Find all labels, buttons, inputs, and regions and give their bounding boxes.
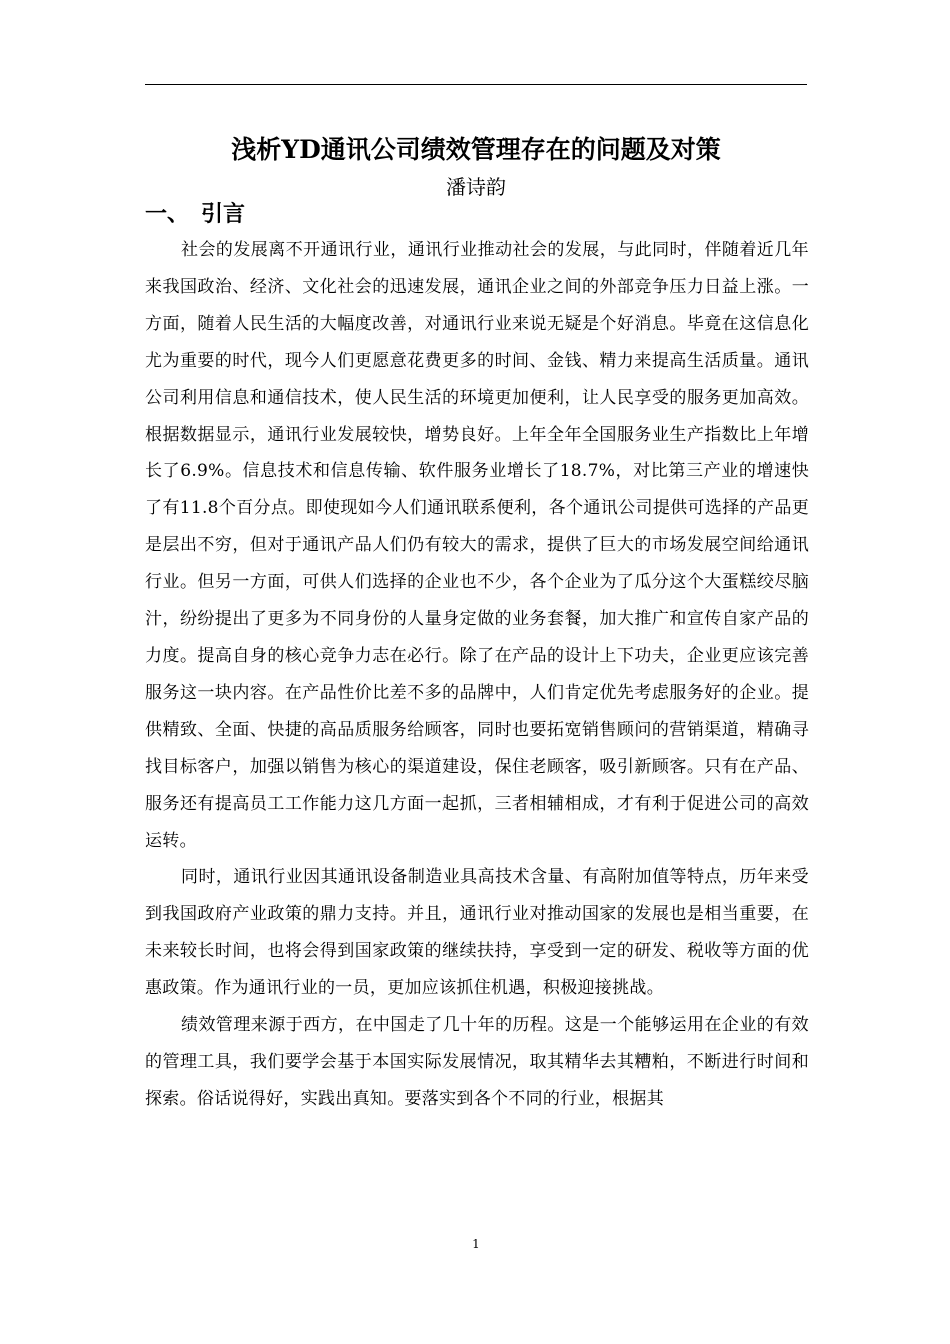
page-number: 1 [472,1237,480,1251]
paragraph-3: 绩效管理来源于西方，在中国走了几十年的历程。这是一个能够运用在企业的有效的管理工具，我们要学会基于本国实际发展情况，取其精华去其糟粕，不断进行时间和探索。俗话说得好，实践出真知。要落实到各个不同的行业，根据其 [145,1015,809,1109]
paragraph-2: 同时，通讯行业因其通讯设备制造业具高技术含量、有高附加值等特点，历年来受到我国政府产业政策的鼎力支持。并且，通讯行业对推动国家的发展也是相当重要，在未来较长时间，也将会得到国家政策的继续扶持，享受到一定的研发、税收等方面的优惠政策。作为通讯行业的一员，更加应该抓住机遇，积极迎接挑战。 [145,867,809,999]
section-title: 引言 [201,202,246,227]
section-heading [145,198,245,232]
body-text [145,232,809,1118]
section-number: 一、 [145,202,190,227]
header-rule [145,84,807,85]
document-title: 浅析YD通讯公司绩效管理存在的问题及对策 [231,135,721,164]
author-name: 潘诗韵 [446,175,506,199]
paragraph-1: 社会的发展离不开通讯行业，通讯行业推动社会的发展，与此同时，伴随着近几年来我国政治、经济、文化社会的迅速发展，通讯企业之间的外部竞争压力日益上涨。一方面，随着人民生活的大幅度改善，对通讯行业来说无疑是个好消息。毕竟在这信息化尤为重要的时代，现今人们更愿意花费更多的时间、金钱、精力来提高生活质量。通讯公司利用信息和通信技术，使人民生活的环境更加便利，让人民享受的服务更加高效。根据数据显示，通讯行业发展较快，增势良好。上年全年全国服务业生产指数比上年增长了6.9%。信息技术和信息传输、软件服务业增长了18.7%，对比第三产业的增速快了有11.8个百分点。即使现如今人们通讯联系便利，各个通讯公司提供可选择的产品更是层出不穷，但对于通讯产品人们仍有较大的需求，提供了巨大的市场发展空间给通讯行业。但另一方面，可供人们选择的企业也不少，各个企业为了瓜分这个大蛋糕绞尽脑汁，纷纷提出了更多为不同身份的人量身定做的业务套餐，加大推广和宣传自家产品的力度。提高自身的核心竞争力志在必行。除了在产品的设计上下功夫，企业更应该完善服务这一块内容。在产品性价比差不多的品牌中，人们肯定优先考虑服务好的企业。提供精致、全面、快捷的高品质服务给顾客，同时也要拓宽销售顾问的营销渠道，精确寻找目标客户，加强以销售为核心的渠道建设，保住老顾客，吸引新顾客。只有在产品、服务还有提高员工工作能力这几方面一起抓，三者相辅相成，才有利于促进公司的高效运转。 [145,240,809,851]
